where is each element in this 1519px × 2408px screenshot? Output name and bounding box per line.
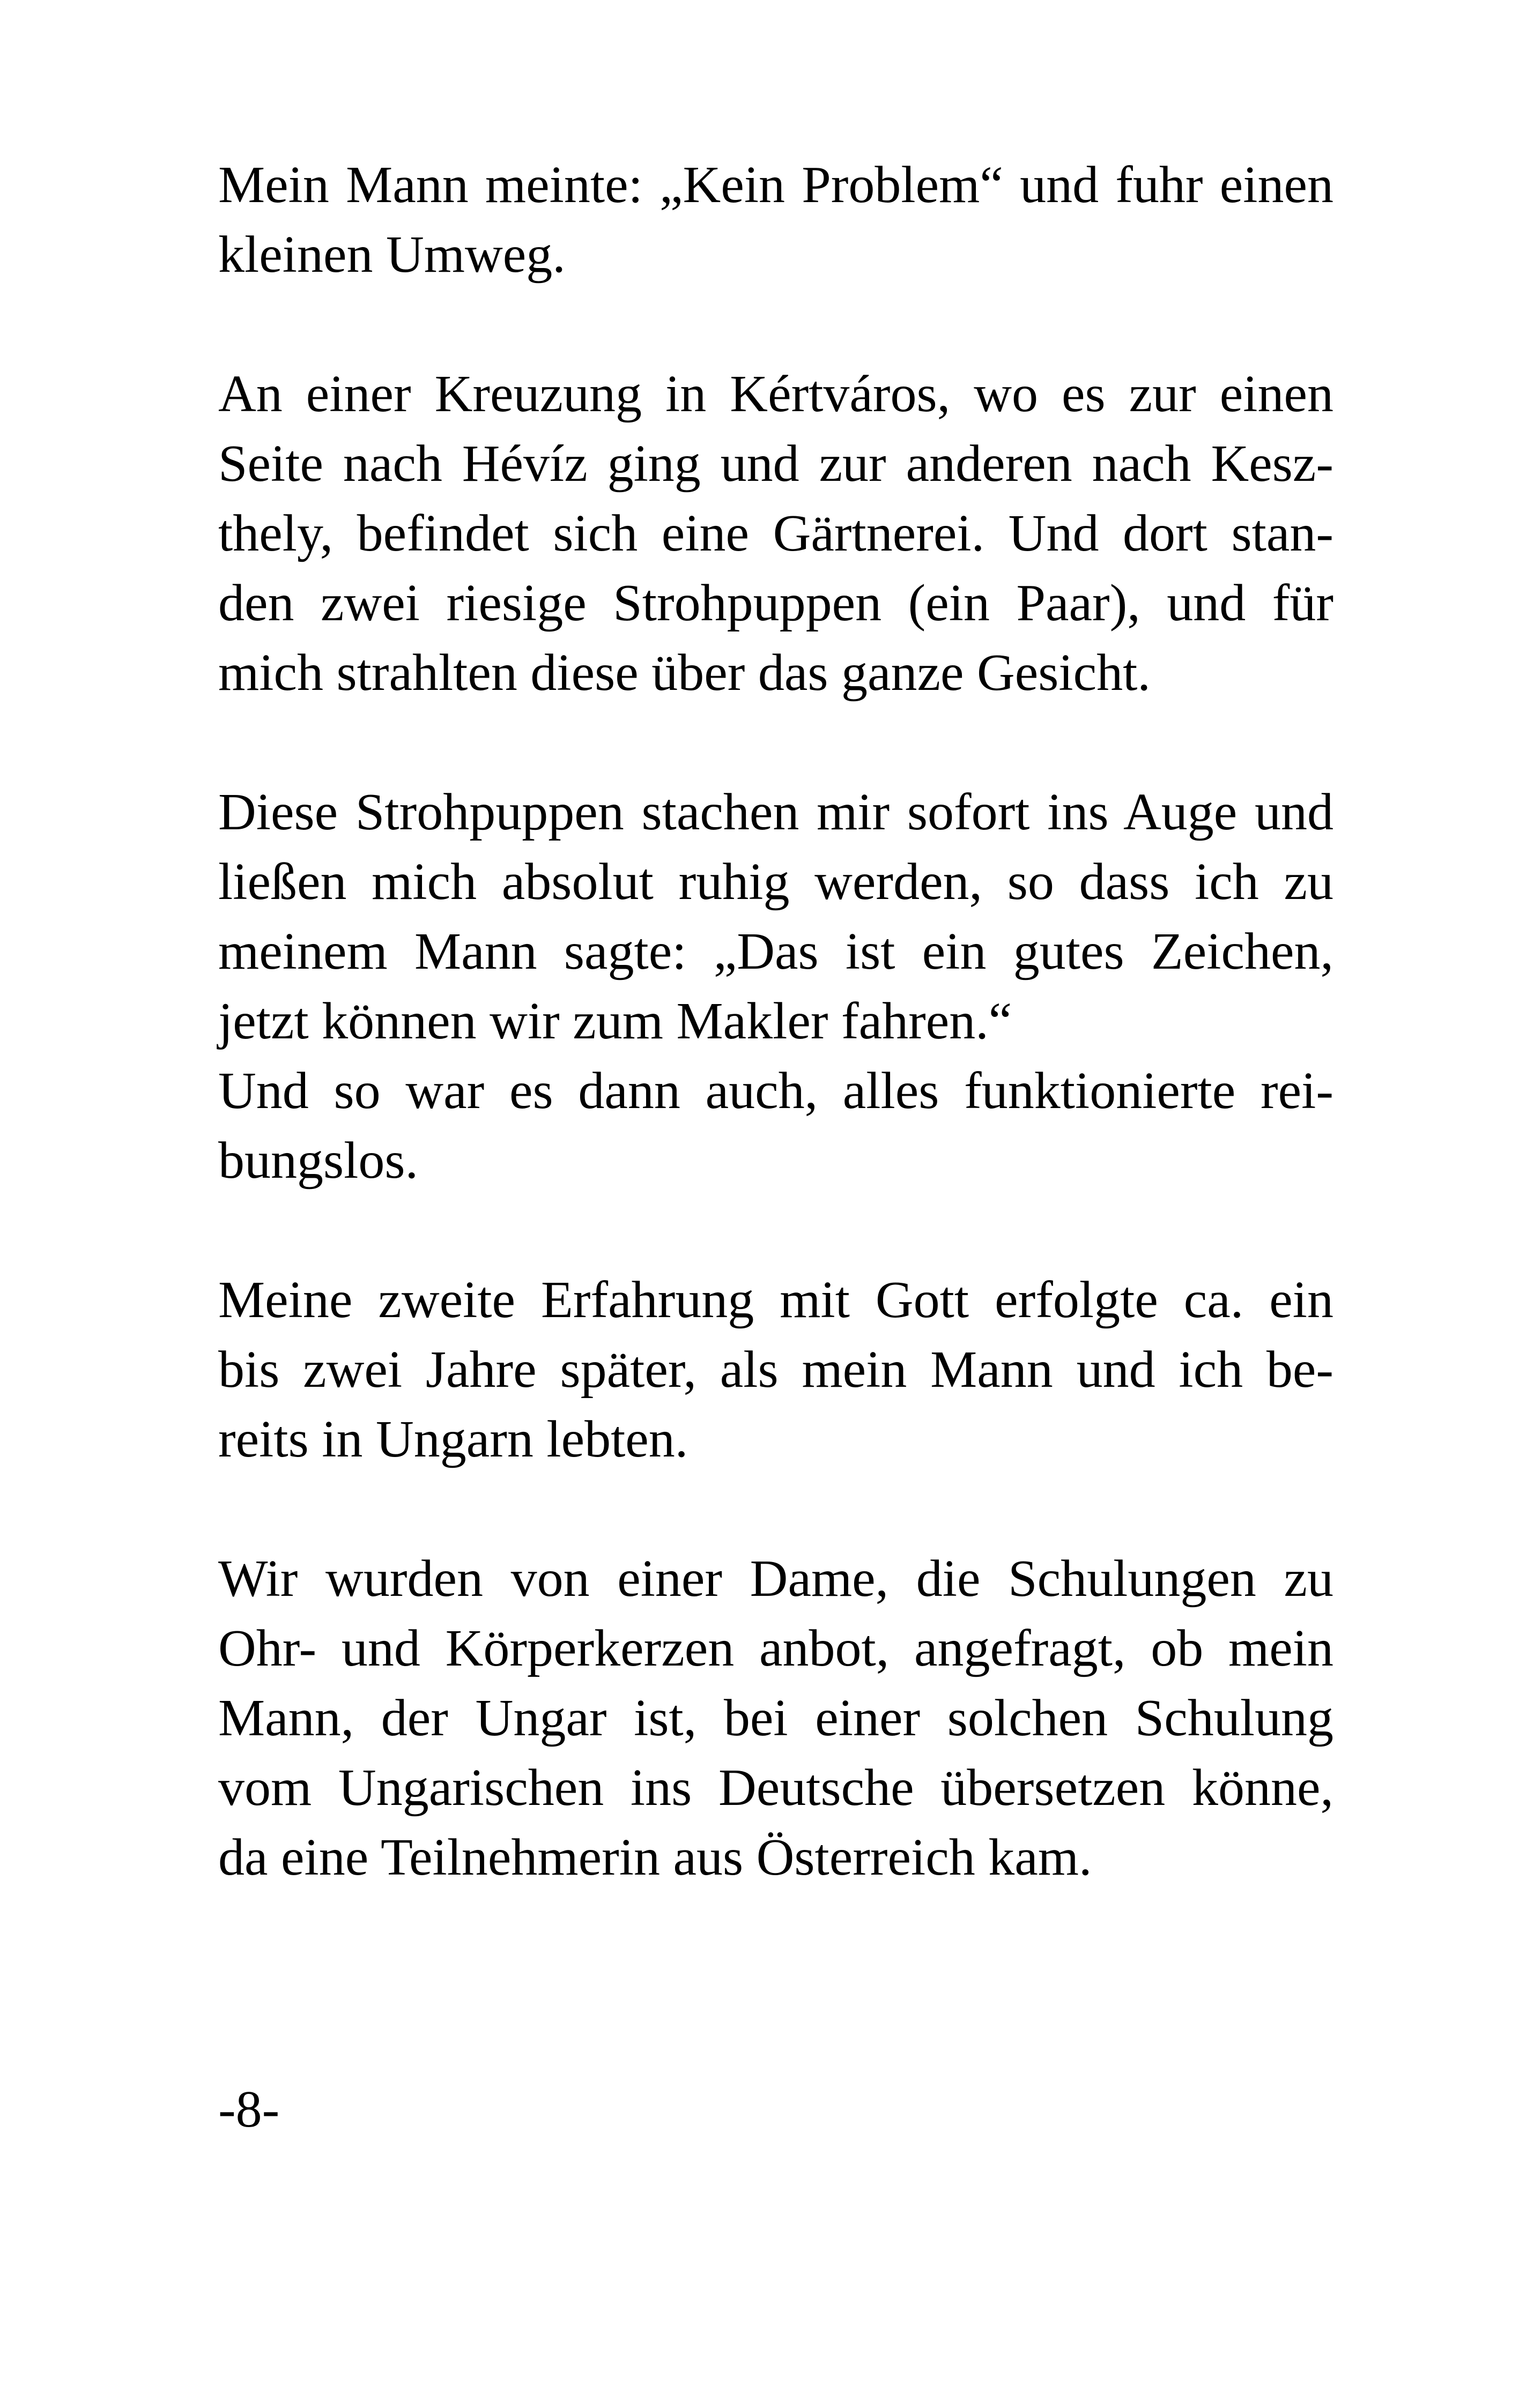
text-line: thely, befindet sich eine Gärtnerei. Und dort stan-: [218, 504, 1333, 562]
text-line: Seite nach Hévíz ging und zur anderen nach Kesz-: [218, 435, 1333, 493]
paragraph: [218, 777, 1333, 1056]
text-line: vom Ungarischen ins Deutsche übersetzen könne,: [218, 1759, 1333, 1817]
text-line: Diese Strohpuppen stachen mir sofort ins Auge und: [218, 783, 1333, 841]
paragraph: [218, 1265, 1333, 1474]
text-line: jetzt können wir zum Makler fahren.“: [218, 992, 1012, 1050]
page-number: -8-: [218, 2080, 280, 2138]
text-line: Und so war es dann auch, alles funktionierte rei-: [218, 1062, 1333, 1120]
paragraph: [218, 1544, 1333, 1892]
text-line: Ohr- und Körperkerzen anbot, angefragt, ob mein: [218, 1619, 1333, 1677]
text-line: Mein Mann meinte: „Kein Problem“ und fuhr einen: [218, 156, 1333, 214]
text-line: reits in Ungarn lebten.: [218, 1410, 688, 1468]
text-line: mich strahlten diese über das ganze Gesicht.: [218, 644, 1151, 702]
text-line: den zwei riesige Strohpuppen (ein Paar), und für: [218, 574, 1333, 632]
text-line: Meine zweite Erfahrung mit Gott erfolgte ca. ein: [218, 1271, 1333, 1329]
text-line: Mann, der Ungar ist, bei einer solchen Schulung: [218, 1689, 1333, 1747]
text-line: kleinen Umweg.: [218, 226, 566, 284]
text-line: ließen mich absolut ruhig werden, so dass ich zu: [218, 853, 1333, 911]
text-line: da eine Teilnehmerin aus Österreich kam.: [218, 1829, 1092, 1886]
paragraph: [218, 359, 1333, 708]
text-line: bis zwei Jahre später, als mein Mann und ich be-: [218, 1341, 1333, 1399]
text-line: meinem Mann sagte: „Das ist ein gutes Zeichen,: [218, 923, 1333, 980]
text-line: An einer Kreuzung in Kértváros, wo es zur einen: [218, 365, 1333, 423]
paragraph: [218, 150, 1333, 289]
paragraph: [218, 1056, 1333, 1195]
text-block: [218, 150, 1333, 2144]
text-line: bungslos.: [218, 1132, 419, 1190]
text-line: Wir wurden von einer Dame, die Schulungen zu: [218, 1550, 1333, 1608]
